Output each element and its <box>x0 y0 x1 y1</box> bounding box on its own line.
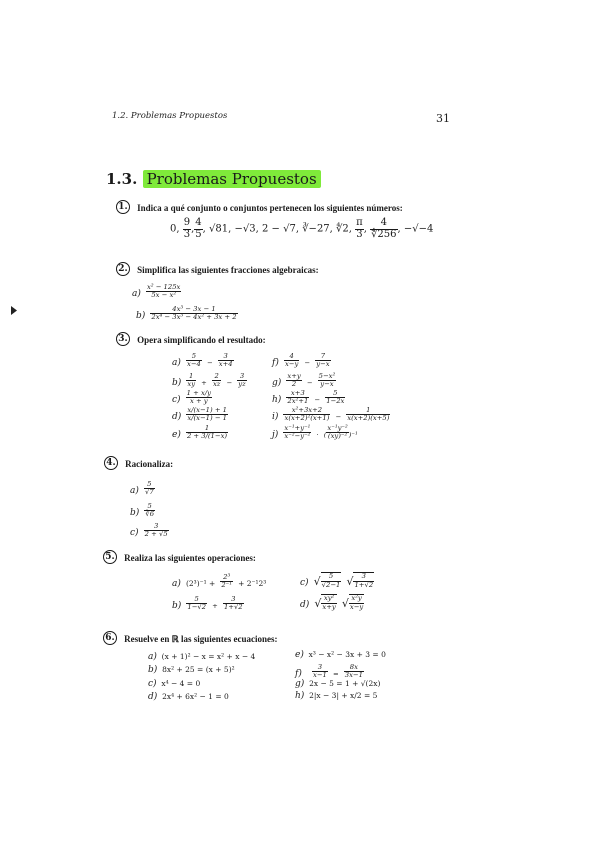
p4-item-a: a) $\frac{5}{√7}$ <box>130 479 154 496</box>
problem-statement: Indica a qué conjunto o conjuntos pertenecen los siguientes números: <box>137 203 403 213</box>
p3-item-c: c) $\frac{1 + x/y}{x + y}$ <box>172 388 211 405</box>
p6-item-c: c) x⁴ − 4 = 0 <box>148 679 201 689</box>
p5-item-c: c) √ $\frac{5}{√2-1}$ √ $\frac{3}{1+√2}$ <box>300 572 374 589</box>
problem-6 <box>103 627 277 646</box>
problem-number-circle: 4. <box>104 456 118 470</box>
problem-1 <box>116 196 403 215</box>
problem-statement: Simplifica las siguientes fracciones algebraicas: <box>137 265 319 275</box>
p6-item-e: e) x³ − x² − 3x + 3 = 0 <box>295 650 386 660</box>
p6-item-f: f) $\frac{3}{x-1}$ = $\frac{8x}{3x-1}$ <box>295 662 363 679</box>
p4-item-c: c) $\frac{3}{2 + √5}$ <box>130 521 168 538</box>
p3-item-a: a) $\frac{5}{x-4}$ − $\frac{3}{x+4}$ <box>172 351 233 368</box>
fraction: $\frac{9}{3}$ <box>183 217 191 240</box>
problem-number-circle: 5. <box>103 550 117 564</box>
value: −√−4 <box>403 223 434 235</box>
p4-item-b: b) $\frac{5}{∛6}$ <box>130 501 155 518</box>
item-label: a) <box>132 289 141 299</box>
problem-5 <box>103 546 256 565</box>
p3-item-e: e) $\frac{1}{2 + 3/(1-x)}$ <box>172 423 228 440</box>
problem-4 <box>104 452 173 471</box>
value: 0 <box>170 223 177 235</box>
fraction: $\frac{4}{5}$ <box>195 217 202 240</box>
problem-statement: Opera simplificando el resultado: <box>137 335 266 345</box>
fraction: $\frac{\text{4x³ − 3x − 1}}{\text{2x⁴ − 3x³ − 4x² + 3x + 2}}$ <box>151 304 237 321</box>
problem-statement: Realiza las siguientes operaciones: <box>124 553 256 563</box>
p3-item-b: b) $\frac{1}{xy}$ + $\frac{2}{xz}$ − $\frac{3}{yz}$ <box>172 371 246 388</box>
p6-item-h: h) 2|x − 3| + x/2 = 5 <box>295 691 378 701</box>
value: ∜2 <box>336 223 349 235</box>
p6-item-d: d) 2x⁴ + 6x² − 1 = 0 <box>148 692 229 702</box>
number-set-list: 0, $\frac{9}{3}$ , $\frac{4}{5}$ , √81, −√3, 2 − √7, ∛−27, ∜2, $\frac{\pi}{3}$ , $\frac{4}{∜256}$ , −√−4 <box>170 217 434 240</box>
section-heading <box>106 170 321 188</box>
p3-item-d: d) $\frac{x/(x-1) + 1}{x/(x-1) - 1}$ <box>172 405 227 422</box>
value: −√3 <box>234 223 256 235</box>
fraction: $\frac{4}{∜256}$ <box>371 217 397 240</box>
running-title: 1.2. Problemas Propuestos <box>112 111 228 121</box>
problem-statement: Resuelve en ℝ las siguientes ecuaciones: <box>124 634 278 644</box>
p5-item-a: a) (2³)⁻¹ + $\frac{\text{2³}}{\text{2⁻¹}}$ + 2⁻¹2³ <box>172 572 267 589</box>
page-number: 31 <box>436 112 450 125</box>
p2-item-b <box>136 303 238 322</box>
problem-2 <box>116 258 319 277</box>
p2-item-a <box>132 281 181 300</box>
problem-number-circle: 1. <box>116 200 130 214</box>
scan-mark <box>11 306 17 318</box>
value: ∛−27 <box>302 223 330 235</box>
problem-statement: Racionaliza: <box>125 459 174 469</box>
p5-item-d: d) √ $\frac{\text{xy²}}{x+y}$ √ $\frac{\text{x²y}}{x-y}$ <box>300 594 364 611</box>
problem-number-circle: 6. <box>103 631 117 645</box>
p6-item-g: g) 2x − 5 = 1 + √(2x) <box>295 679 381 689</box>
item-label: b) <box>136 311 146 321</box>
fraction: $\frac{\pi}{3}$ <box>356 217 363 240</box>
p3-item-j: j) $\frac{\text{x⁻¹+y⁻¹}}{\text{x⁻²−y⁻²}}$ · ( $\frac{\text{x⁻¹y⁻²}}{\text{(xy)⁻²}}$ )⁻¹ <box>272 423 358 440</box>
p3-item-i: i) $\frac{\text{x²+3x+2}}{\text{x(x+2)²(x+1)}}$ − $\frac{1}{x(x+2)(x+5)}$ <box>272 405 390 422</box>
p3-item-g: g) $\frac{x+y}{2}$ − $\frac{\text{5−x²}}{y-x}$ <box>272 371 336 388</box>
section-title: Problemas Propuestos <box>143 170 321 188</box>
fraction: $\frac{\text{x² − 125x}}{\text{5x − x²}}$ <box>146 282 181 299</box>
p6-item-b: b) 8x² + 25 = (x + 5)² <box>148 665 235 675</box>
section-number: 1.3. <box>106 170 138 188</box>
value: 2 − √7 <box>261 223 296 235</box>
p3-item-f: f) $\frac{4}{x-y}$ − $\frac{7}{y-x}$ <box>272 351 330 368</box>
problem-number-circle: 3. <box>116 332 130 346</box>
p6-item-a: a) (x + 1)² − x = x² + x − 4 <box>148 652 256 662</box>
problem-3 <box>116 328 266 347</box>
value: √81 <box>209 223 229 235</box>
p5-item-b: b) $\frac{5}{1-√2}$ + $\frac{3}{1+√2}$ <box>172 594 243 611</box>
p3-item-h: h) $\frac{x+3}{\text{2x²+1}}$ − $\frac{5}{1-2x}$ <box>272 388 345 405</box>
problem-number-circle: 2. <box>116 262 130 276</box>
